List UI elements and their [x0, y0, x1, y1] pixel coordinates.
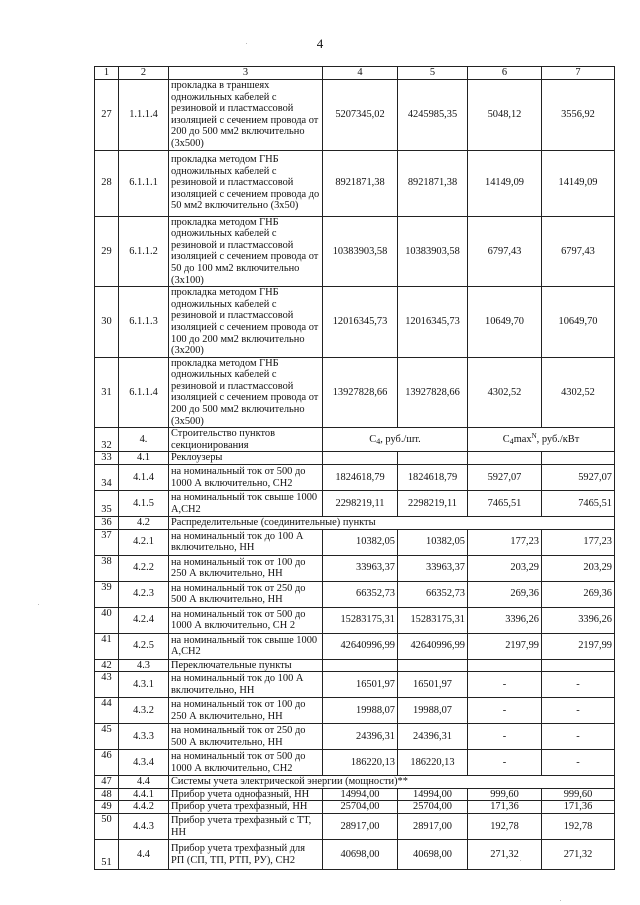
header-cell: 7	[542, 67, 615, 80]
value-col7: -	[542, 724, 615, 750]
item-description: прокладка методом ГНБ одножильных кабелей с резиновой и пластмассовой изоляцией с сечением провода от 100 до 200 мм2 включительно (3x200)	[169, 287, 323, 358]
unit-subscript: 4	[509, 436, 514, 446]
value-col4: 25704,00	[323, 801, 398, 814]
item-code: 4.2.5	[119, 633, 169, 659]
row-number: 51	[95, 840, 119, 870]
item-code: 4.1	[119, 452, 169, 465]
value-col4: 1824618,79	[323, 465, 398, 491]
item-description: на номинальный ток от 500 до 1000 А включительно, СН 2	[169, 607, 323, 633]
value-col4: 16501,97	[323, 672, 398, 698]
value-col4: 15283175,31	[323, 607, 398, 633]
scan-speck	[246, 43, 247, 44]
unit-mid: max	[513, 433, 532, 445]
value-col5: 16501,97	[398, 672, 468, 698]
scan-speck	[38, 604, 39, 605]
header-cell: 3	[169, 67, 323, 80]
table-row	[95, 672, 615, 698]
unit-symbol: С	[369, 434, 377, 446]
item-description: Прибор учета трехфазный с ТТ, НН	[169, 814, 323, 840]
row-number: 35	[95, 491, 119, 517]
item-description: Прибор учета однофазный, НН	[169, 788, 323, 801]
value-col7: -	[542, 698, 615, 724]
value-col7: 7465,51	[542, 491, 615, 517]
item-code: 4.3.2	[119, 698, 169, 724]
value-col4: 5207345,02	[323, 80, 398, 151]
unit-header-rub-per-kw	[468, 428, 615, 452]
row-number: 37	[95, 529, 119, 555]
page-number: 4	[316, 36, 324, 51]
value-col5: 25704,00	[398, 801, 468, 814]
value-col7: -	[542, 750, 615, 776]
value-col5: 13927828,66	[398, 357, 468, 428]
value-col4: 13927828,66	[323, 357, 398, 428]
table-row	[95, 724, 615, 750]
subsection-row	[95, 776, 615, 789]
value-col7: 6797,43	[542, 216, 615, 287]
value-col7: 3396,26	[542, 607, 615, 633]
value-col7: 999,60	[542, 788, 615, 801]
row-number: 31	[95, 357, 119, 428]
value-col6: -	[468, 672, 542, 698]
header-cell: 5	[398, 67, 468, 80]
value-col5: 40698,00	[398, 840, 468, 870]
item-code: 4.4	[119, 776, 169, 789]
value-col7: 5927,07	[542, 465, 615, 491]
value-col6: 192,78	[468, 814, 542, 840]
table-row	[95, 555, 615, 581]
item-code: 4.1.4	[119, 465, 169, 491]
row-number: 45	[95, 724, 119, 750]
item-description: на номинальный ток до 100 А включительно, НН	[169, 672, 323, 698]
value-col6: -	[468, 724, 542, 750]
item-code: 4.2.3	[119, 581, 169, 607]
value-col6: 5048,12	[468, 80, 542, 151]
value-col7: 2197,99	[542, 633, 615, 659]
item-code: 4.4	[119, 840, 169, 870]
subsection-title: Реклоузеры	[169, 452, 323, 465]
value-col6: 171,36	[468, 801, 542, 814]
value-col7: -	[542, 672, 615, 698]
value-col6: 177,23	[468, 529, 542, 555]
row-number: 47	[95, 776, 119, 789]
value-col7: 4302,52	[542, 357, 615, 428]
subsection-row	[95, 452, 615, 465]
table-row	[95, 698, 615, 724]
row-number: 49	[95, 801, 119, 814]
value-col5: 19988,07	[398, 698, 468, 724]
table-row	[95, 216, 615, 287]
unit-text: , руб./шт.	[380, 434, 421, 446]
value-col4: 10382,05	[323, 529, 398, 555]
table-row	[95, 80, 615, 151]
table-row	[95, 750, 615, 776]
table-row	[95, 287, 615, 358]
item-description: на номинальный ток от 100 до 250 А включительно, НН	[169, 698, 323, 724]
scan-speck	[520, 860, 521, 861]
value-col6: 999,60	[468, 788, 542, 801]
value-col5: 10382,05	[398, 529, 468, 555]
unit-text: , руб./кВт	[536, 433, 580, 445]
value-col5: 33963,37	[398, 555, 468, 581]
value-col4: 19988,07	[323, 698, 398, 724]
row-number: 29	[95, 216, 119, 287]
unit-subscript: 4	[376, 437, 381, 447]
value-col6: 5927,07	[468, 465, 542, 491]
item-code: 6.1.1.1	[119, 150, 169, 216]
value-col4: 10383903,58	[323, 216, 398, 287]
value-col7: 14149,09	[542, 150, 615, 216]
table-row	[95, 491, 615, 517]
item-code: 4.2.2	[119, 555, 169, 581]
table-row	[95, 840, 615, 870]
item-code: 6.1.1.3	[119, 287, 169, 358]
value-col5: 66352,73	[398, 581, 468, 607]
item-code: 4.	[119, 428, 169, 452]
item-description: на номинальный ток от 500 до 1000 А включительно, СН2	[169, 465, 323, 491]
row-number: 36	[95, 517, 119, 530]
value-col4: 66352,73	[323, 581, 398, 607]
value-col6: -	[468, 698, 542, 724]
row-number: 33	[95, 452, 119, 465]
value-col5: 1824618,79	[398, 465, 468, 491]
value-col6: -	[468, 750, 542, 776]
row-number: 28	[95, 150, 119, 216]
header-cell: 6	[468, 67, 542, 80]
value-col4: 40698,00	[323, 840, 398, 870]
section-title: Строительство пунктов секционирования	[169, 428, 323, 452]
value-col6: 10649,70	[468, 287, 542, 358]
item-description: на номинальный ток от 500 до 1000 А включительно, СН2	[169, 750, 323, 776]
value-col5: 28917,00	[398, 814, 468, 840]
item-code: 4.3.3	[119, 724, 169, 750]
subsection-row	[95, 659, 615, 672]
item-description: Прибор учета трехфазный для РП (СП, ТП, РТП, РУ), СН2	[169, 840, 323, 870]
value-col5: 15283175,31	[398, 607, 468, 633]
item-code: 4.4.2	[119, 801, 169, 814]
subsection-title: Системы учета электрической энергии (мощности)**	[169, 776, 615, 789]
value-col6: 269,36	[468, 581, 542, 607]
value-col6: 271,32	[468, 840, 542, 870]
table-row	[95, 633, 615, 659]
value-col5: 186220,13	[398, 750, 468, 776]
value-col7: 3556,92	[542, 80, 615, 151]
unit-superscript: N	[531, 431, 537, 440]
value-col7: 203,29	[542, 555, 615, 581]
value-col5: 8921871,38	[398, 150, 468, 216]
value-col4: 42640996,99	[323, 633, 398, 659]
value-col5: 10383903,58	[398, 216, 468, 287]
table-row	[95, 465, 615, 491]
item-code: 4.4.3	[119, 814, 169, 840]
section-header-row	[95, 428, 615, 452]
value-col7: 271,32	[542, 840, 615, 870]
value-col6: 3396,26	[468, 607, 542, 633]
item-code: 4.2.1	[119, 529, 169, 555]
value-col5: 24396,31	[398, 724, 468, 750]
value-col5: 42640996,99	[398, 633, 468, 659]
value-col7: 177,23	[542, 529, 615, 555]
row-number: 34	[95, 465, 119, 491]
item-description: прокладка методом ГНБ одножильных кабелей с резиновой и пластмассовой изоляцией с сечением провода от 50 до 100 мм2 включительно (3x100)	[169, 216, 323, 287]
header-row	[95, 67, 615, 80]
row-number: 32	[95, 428, 119, 452]
value-col4: 186220,13	[323, 750, 398, 776]
value-col5: 12016345,73	[398, 287, 468, 358]
row-number: 40	[95, 607, 119, 633]
row-number: 41	[95, 633, 119, 659]
value-col7: 269,36	[542, 581, 615, 607]
item-code: 4.2	[119, 517, 169, 530]
item-code: 4.3	[119, 659, 169, 672]
table-row	[95, 607, 615, 633]
subsection-row	[95, 517, 615, 530]
unit-symbol: С	[502, 433, 510, 445]
value-col4: 2298219,11	[323, 491, 398, 517]
table-row	[95, 357, 615, 428]
row-number: 46	[95, 750, 119, 776]
subsection-title: Переключательные пункты	[169, 659, 323, 672]
row-number: 42	[95, 659, 119, 672]
row-number: 30	[95, 287, 119, 358]
item-description: на номинальный ток от 250 до 500 А включительно, НН	[169, 581, 323, 607]
item-code: 4.3.4	[119, 750, 169, 776]
item-code: 4.1.5	[119, 491, 169, 517]
row-number: 50	[95, 814, 119, 840]
item-description: на номинальный ток от 100 до 250 А включительно, НН	[169, 555, 323, 581]
table-row	[95, 581, 615, 607]
value-col7: 192,78	[542, 814, 615, 840]
value-col5: 14994,00	[398, 788, 468, 801]
header-cell: 2	[119, 67, 169, 80]
value-col5: 4245985,35	[398, 80, 468, 151]
value-col4: 14994,00	[323, 788, 398, 801]
value-col6: 2197,99	[468, 633, 542, 659]
table-row	[95, 529, 615, 555]
item-description: прокладка в траншеях одножильных кабелей с резиновой и пластмассовой изоляцией с сечением провода от 200 до 500 мм2 включительно (3x500)	[169, 80, 323, 151]
item-code: 4.4.1	[119, 788, 169, 801]
scan-speck	[560, 900, 561, 901]
value-col4: 12016345,73	[323, 287, 398, 358]
table-row	[95, 801, 615, 814]
item-description: прокладка методом ГНБ одножильных кабелей с резиновой и пластмассовой изоляцией с сечением провода до 50 мм2 включительно (3x50)	[169, 150, 323, 216]
value-col4: 33963,37	[323, 555, 398, 581]
item-description: на номинальный ток свыше 1000 А,СН2	[169, 633, 323, 659]
item-description: на номинальный ток свыше 1000 А,СН2	[169, 491, 323, 517]
value-col6: 4302,52	[468, 357, 542, 428]
item-description: на номинальный ток от 250 до 500 А включительно, НН	[169, 724, 323, 750]
row-number: 43	[95, 672, 119, 698]
table-row	[95, 814, 615, 840]
item-description: на номинальный ток до 100 А включительно, НН	[169, 529, 323, 555]
value-col7: 171,36	[542, 801, 615, 814]
value-col4: 28917,00	[323, 814, 398, 840]
header-cell: 1	[95, 67, 119, 80]
item-code: 6.1.1.2	[119, 216, 169, 287]
value-col4: 24396,31	[323, 724, 398, 750]
row-number: 48	[95, 788, 119, 801]
row-number: 38	[95, 555, 119, 581]
item-code: 6.1.1.4	[119, 357, 169, 428]
value-col6: 6797,43	[468, 216, 542, 287]
row-number: 44	[95, 698, 119, 724]
value-col5: 2298219,11	[398, 491, 468, 517]
table-row	[95, 150, 615, 216]
value-col7: 10649,70	[542, 287, 615, 358]
row-number: 27	[95, 80, 119, 151]
header-cell: 4	[323, 67, 398, 80]
tariff-table	[94, 66, 615, 870]
item-code: 4.3.1	[119, 672, 169, 698]
item-description: прокладка методом ГНБ одножильных кабелей с резиновой и пластмассовой изоляцией с сечением провода от 200 до 500 мм2 включительно (3x500)	[169, 357, 323, 428]
value-col6: 203,29	[468, 555, 542, 581]
unit-header-rub-per-piece	[323, 428, 468, 452]
value-col6: 7465,51	[468, 491, 542, 517]
value-col4: 8921871,38	[323, 150, 398, 216]
subsection-title: Распределительные (соединительные) пункты	[169, 517, 615, 530]
item-description: Прибор учета трехфазный, НН	[169, 801, 323, 814]
item-code: 1.1.1.4	[119, 80, 169, 151]
table-row	[95, 788, 615, 801]
value-col6: 14149,09	[468, 150, 542, 216]
item-code: 4.2.4	[119, 607, 169, 633]
row-number: 39	[95, 581, 119, 607]
